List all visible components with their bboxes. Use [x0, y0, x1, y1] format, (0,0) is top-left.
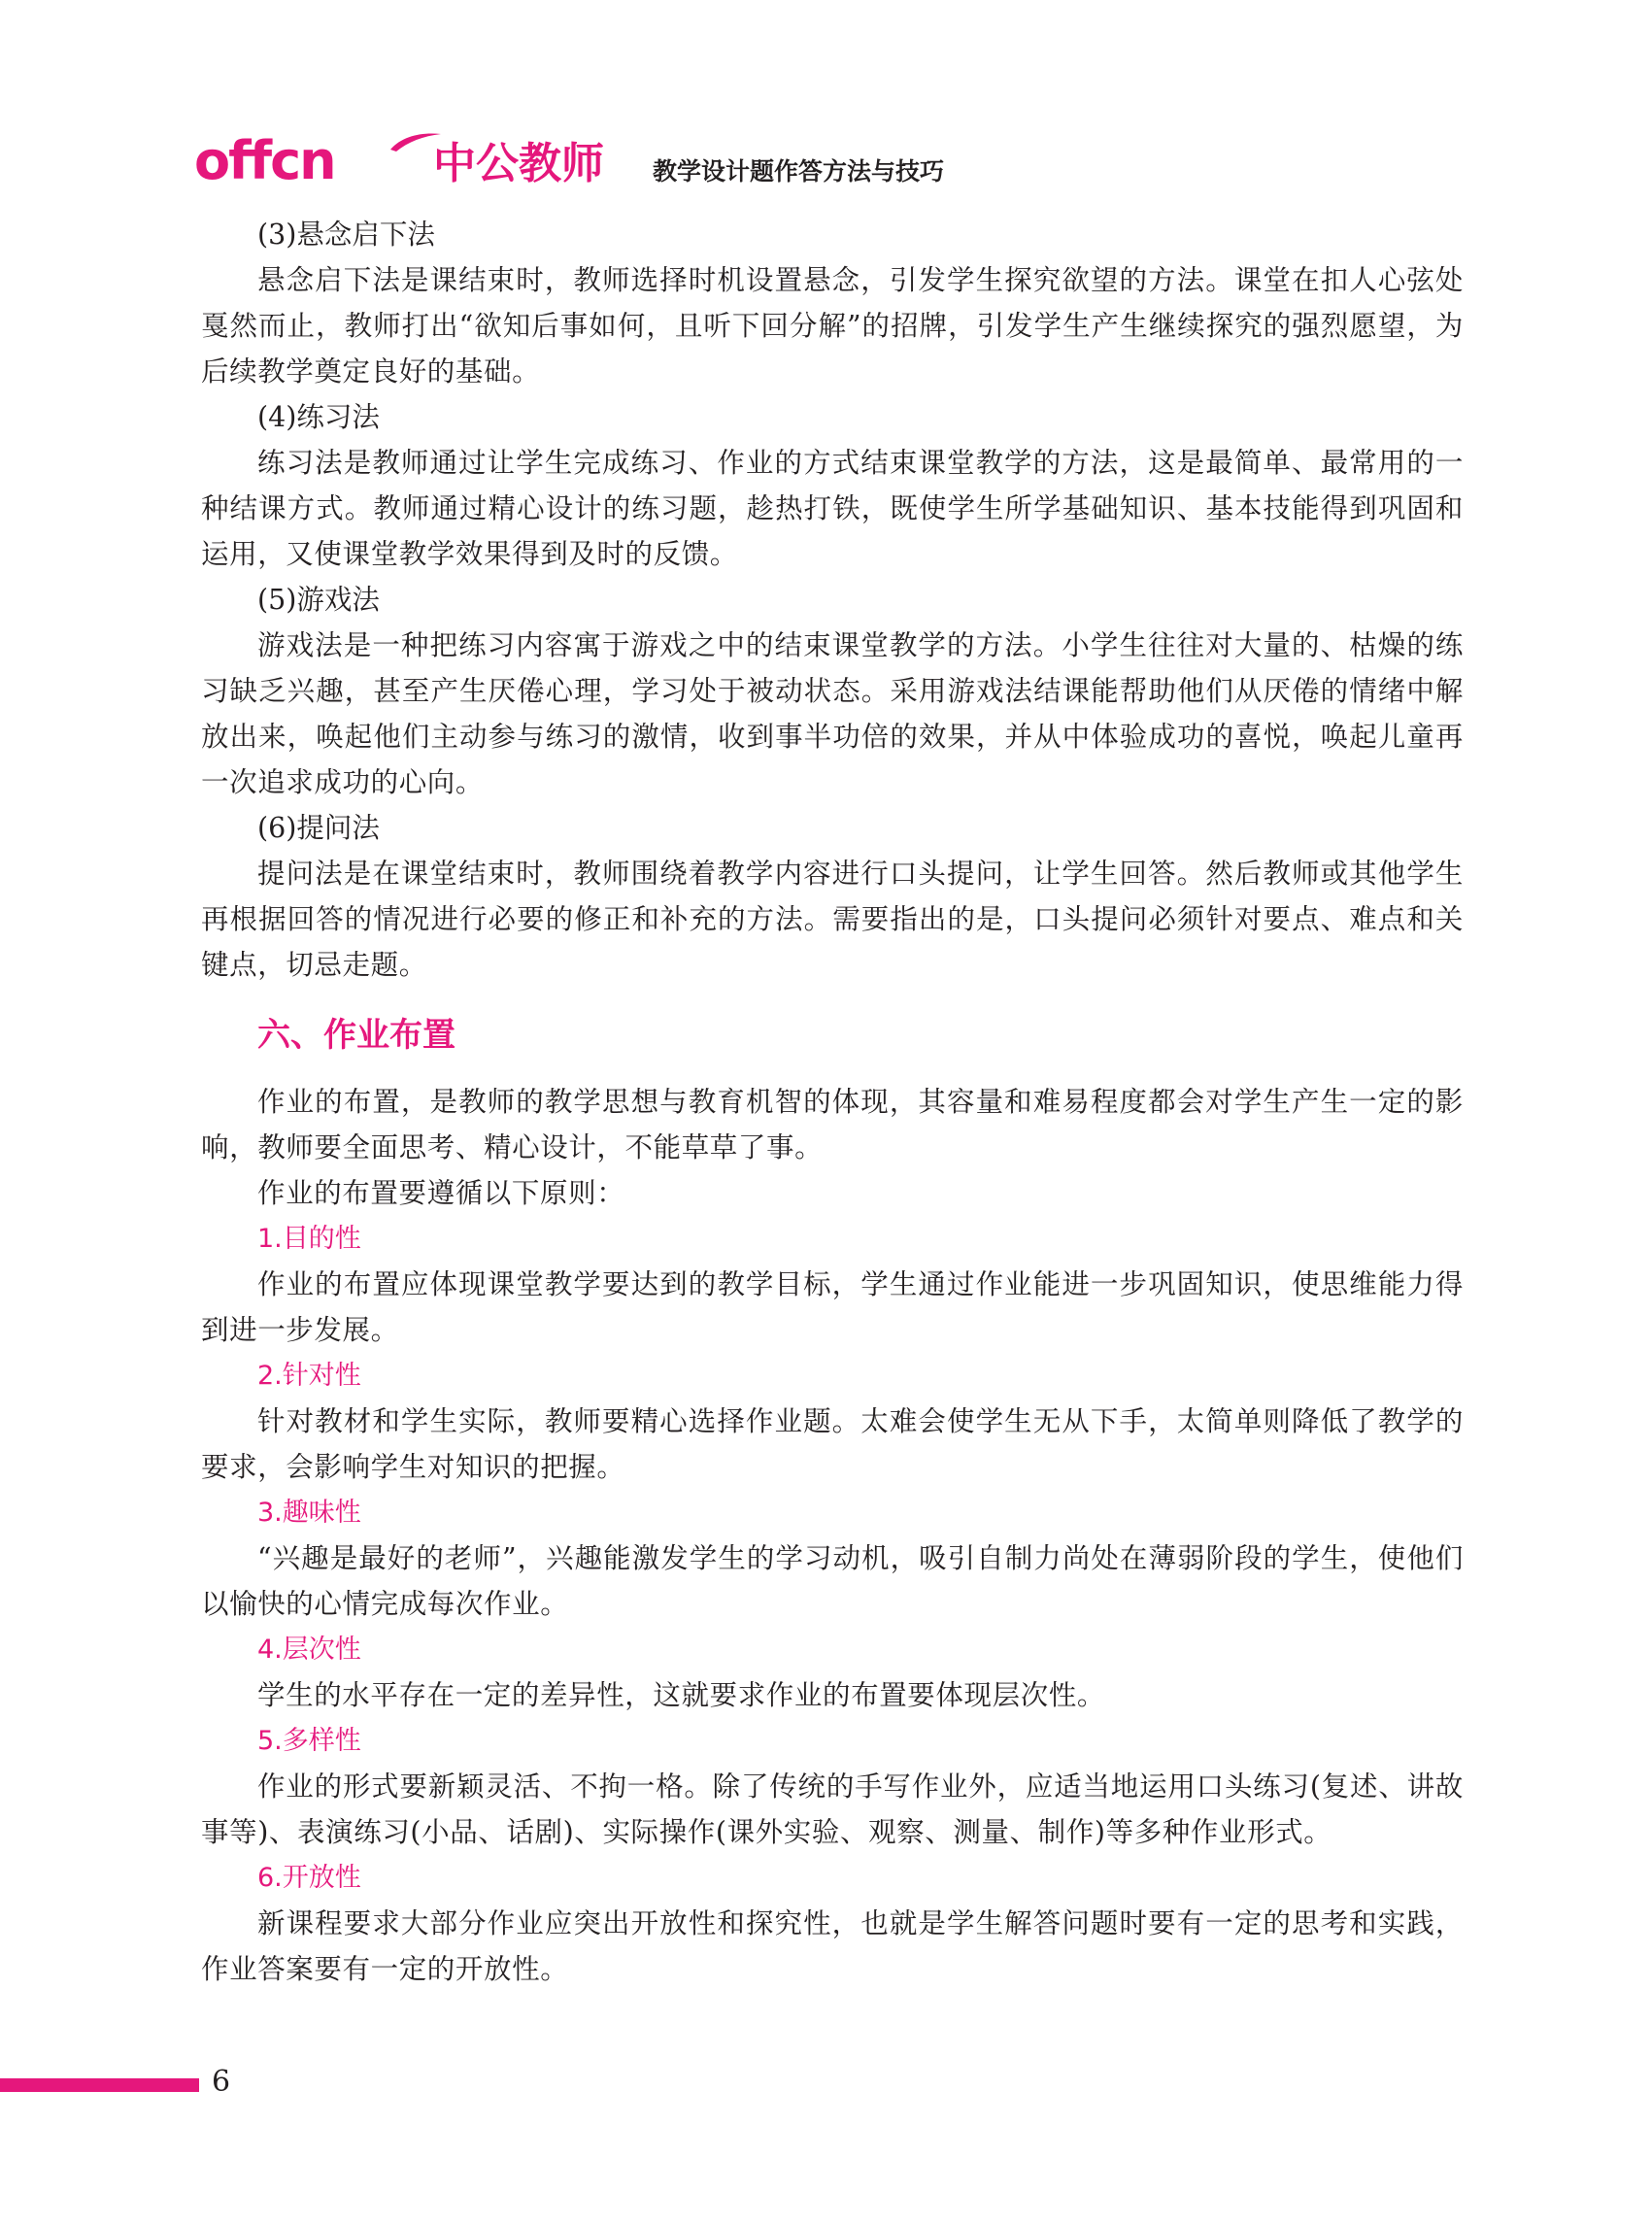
paragraph: 学生的水平存在一定的差异性，这就要求作业的布置要体现层次性。 [257, 1679, 1106, 1711]
paragraph: 作业的布置应体现课堂教学要达到的教学目标，学生通过作业能进一步巩固知识，使思维能力得到进一步发展。 [201, 1268, 1464, 1346]
method-subheading: (3)悬念启下法 [257, 219, 435, 251]
method-subheading: (4)练习法 [257, 401, 380, 433]
page-header [194, 126, 1457, 194]
principle-heading: 4.层次性 [257, 1635, 361, 1665]
paragraph: 针对教材和学生实际，教师要精心选择作业题。太难会使学生无从下手，太简单则降低了教学的要求，会影响学生对知识的把握。 [201, 1405, 1464, 1483]
paragraph: 作业的布置要遵循以下原则： [257, 1177, 625, 1209]
logo-chinese-text: 中公教师 [433, 139, 604, 188]
body-bottom [201, 1079, 1464, 1992]
body-top [201, 212, 1464, 988]
method-subheading: (5)游戏法 [257, 584, 380, 616]
paragraph: 提问法是在课堂结束时，教师围绕着教学内容进行口头提问，让学生回答。然后教师或其他学生再根据回答的情况进行必要的修正和补充的方法。需要指出的是，口头提问必须针对要点、难点和关键点，切忌走题。 [201, 858, 1464, 981]
method-subheading: (6)提问法 [257, 812, 380, 844]
footer-accent-bar [0, 2078, 199, 2092]
principle-heading: 1.目的性 [257, 1224, 361, 1254]
principle-heading: 3.趣味性 [257, 1498, 361, 1528]
principle-heading: 5.多样性 [257, 1726, 361, 1756]
principle-heading: 6.开放性 [257, 1863, 361, 1893]
paragraph: “兴趣是最好的老师”，兴趣能激发学生的学习动机，吸引自制力尚处在薄弱阶段的学生，使他们以愉快的心情完成每次作业。 [201, 1542, 1464, 1620]
section-heading: 六、作业布置 [257, 1016, 455, 1055]
paragraph: 新课程要求大部分作业应突出开放性和探究性，也就是学生解答问题时要有一定的思考和实践，作业答案要有一定的开放性。 [201, 1907, 1464, 1985]
running-header-title: 教学设计题作答方法与技巧 [653, 157, 945, 185]
paragraph: 作业的布置，是教师的教学思想与教育机智的体现，其容量和难易程度都会对学生产生一定的影响，教师要全面思考、精心设计，不能草草了事。 [201, 1086, 1464, 1163]
paragraph: 悬念启下法是课结束时，教师选择时机设置悬念，引发学生探究欲望的方法。课堂在扣人心弦处戛然而止，教师打出“欲知后事如何，且听下回分解”的招牌，引发学生产生继续探究的强烈愿望，为后续教学奠定良好的基础。 [201, 264, 1464, 388]
paragraph: 练习法是教师通过让学生完成练习、作业的方式结束课堂教学的方法，这是最简单、最常用的一种结课方式。教师通过精心设计的练习题，趁热打铁，既使学生所学基础知识、基本技能得到巩固和运用，又使课堂教学效果得到及时的反馈。 [201, 447, 1464, 570]
page-content [201, 212, 1464, 1992]
logo-latin-text: offcn [194, 130, 335, 191]
page-number: 6 [212, 2065, 231, 2099]
principle-heading: 2.针对性 [257, 1361, 361, 1391]
paragraph: 游戏法是一种把练习内容寓于游戏之中的结束课堂教学的方法。小学生往往对大量的、枯燥的练习缺乏兴趣，甚至产生厌倦心理，学习处于被动状态。采用游戏法结课能帮助他们从厌倦的情绪中解放出来，唤起他们主动参与练习的激情，收到事半功倍的效果，并从中体验成功的喜悦，唤起儿童再一次追求成功的心向。 [201, 629, 1464, 798]
paragraph: 作业的形式要新颖灵活、不拘一格。除了传统的手写作业外，应适当地运用口头练习(复述、讲故事等)、表演练习(小品、话剧)、实际操作(课外实验、观察、测量、制作)等多种作业形式。 [201, 1770, 1464, 1848]
